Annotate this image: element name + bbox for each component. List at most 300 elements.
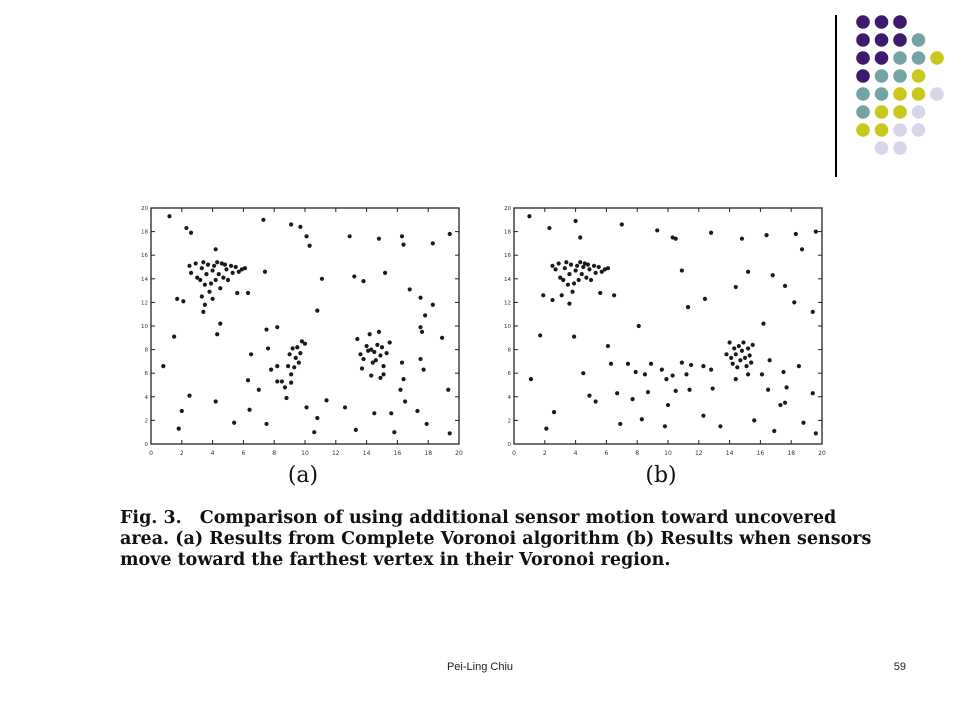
data-point: [264, 422, 268, 426]
data-point: [161, 364, 165, 368]
data-point: [204, 272, 208, 276]
data-point: [408, 287, 412, 291]
data-point: [606, 344, 610, 348]
data-point: [814, 230, 818, 234]
decorative-dot: [893, 69, 907, 83]
data-point: [184, 226, 188, 230]
caption-line-1: [120, 508, 840, 529]
data-point: [709, 368, 713, 372]
x-tick-label: 6: [241, 450, 246, 457]
data-point: [574, 268, 578, 272]
data-point: [550, 298, 554, 302]
data-point: [194, 261, 198, 265]
data-point: [231, 271, 235, 275]
data-point: [361, 279, 365, 283]
x-tick-label: 18: [787, 450, 796, 457]
data-point: [312, 430, 316, 434]
data-point: [728, 340, 732, 344]
data-point: [797, 364, 801, 368]
x-tick-label: 2: [179, 450, 184, 457]
x-tick-label: 16: [393, 450, 402, 457]
data-point: [740, 349, 744, 353]
data-point: [418, 357, 422, 361]
data-point: [649, 362, 653, 366]
decorative-dot: [893, 33, 907, 47]
data-point: [200, 294, 204, 298]
data-point: [446, 388, 450, 392]
data-point: [401, 377, 405, 381]
data-point: [578, 235, 582, 239]
scatter-plot-a: [135, 200, 465, 462]
data-point: [383, 271, 387, 275]
y-tick-label: 8: [507, 347, 511, 354]
data-point: [646, 390, 650, 394]
data-point: [609, 362, 613, 366]
x-tick-label: 2: [542, 450, 547, 457]
footer-author: Pei-Ling Chiu: [446, 661, 514, 673]
data-point: [232, 421, 236, 425]
decorative-dot: [893, 105, 907, 119]
data-point: [666, 403, 670, 407]
data-point: [377, 237, 381, 241]
y-tick-label: 12: [504, 300, 511, 307]
data-point: [592, 264, 596, 268]
data-point: [343, 405, 347, 409]
x-tick-label: 12: [694, 450, 703, 457]
data-point: [398, 388, 402, 392]
data-point: [671, 373, 675, 377]
data-point: [655, 228, 659, 232]
data-point: [360, 366, 364, 370]
data-point: [418, 325, 422, 329]
x-tick-label: 12: [331, 450, 340, 457]
decorative-dot: [912, 87, 926, 101]
data-point: [365, 344, 369, 348]
data-point: [580, 272, 584, 276]
y-tick-label: 4: [144, 394, 148, 401]
decorative-dot: [856, 123, 870, 137]
data-point: [577, 278, 581, 282]
data-point: [352, 274, 356, 278]
data-point: [358, 352, 362, 356]
data-point: [768, 358, 772, 362]
data-point: [794, 232, 798, 236]
data-point: [744, 364, 748, 368]
data-point: [289, 381, 293, 385]
decorative-dot: [875, 105, 889, 119]
decorative-vertical-line: [835, 15, 837, 177]
x-tick-label: 18: [424, 450, 433, 457]
data-point: [529, 377, 533, 381]
decorative-dot: [875, 69, 889, 83]
data-point: [289, 372, 293, 376]
data-point: [729, 356, 733, 360]
data-point: [389, 411, 393, 415]
data-point: [732, 346, 736, 350]
data-point: [680, 268, 684, 272]
decorative-dot: [856, 87, 870, 101]
data-point: [746, 372, 750, 376]
data-point: [403, 399, 407, 403]
data-point: [354, 428, 358, 432]
data-point: [783, 284, 787, 288]
data-point: [634, 370, 638, 374]
data-point: [689, 363, 693, 367]
x-tick-label: 10: [664, 450, 672, 457]
decorative-dot: [856, 51, 870, 65]
data-point: [381, 372, 385, 376]
decorative-dot: [893, 141, 907, 155]
data-point: [264, 327, 268, 331]
data-point: [594, 271, 598, 275]
data-point: [315, 309, 319, 313]
data-point: [180, 409, 184, 413]
data-point: [544, 427, 548, 431]
data-point: [257, 388, 261, 392]
data-point: [401, 242, 405, 246]
data-point: [800, 247, 804, 251]
data-point: [206, 263, 210, 267]
data-point: [368, 332, 372, 336]
data-point: [748, 353, 752, 357]
data-point: [212, 264, 216, 268]
data-point: [420, 330, 424, 334]
data-point: [286, 364, 290, 368]
data-point: [749, 360, 753, 364]
data-point: [586, 263, 590, 267]
data-point: [388, 340, 392, 344]
data-point: [423, 313, 427, 317]
data-point: [298, 225, 302, 229]
data-point: [247, 408, 251, 412]
data-point: [308, 244, 312, 248]
data-point: [201, 310, 205, 314]
data-point: [266, 346, 270, 350]
data-point: [189, 231, 193, 235]
data-point: [209, 281, 213, 285]
data-point: [766, 388, 770, 392]
decorative-dot: [856, 105, 870, 119]
data-point: [574, 219, 578, 223]
data-point: [581, 371, 585, 375]
data-point: [218, 322, 222, 326]
data-point: [187, 264, 191, 268]
data-point: [249, 352, 253, 356]
data-point: [564, 260, 568, 264]
data-point: [223, 263, 227, 267]
data-point: [215, 332, 219, 336]
data-point: [289, 222, 293, 226]
data-point: [630, 397, 634, 401]
data-point: [304, 405, 308, 409]
data-point: [275, 364, 279, 368]
data-point: [269, 368, 273, 372]
data-point: [214, 399, 218, 403]
data-point: [547, 226, 551, 230]
data-point: [566, 283, 570, 287]
data-point: [177, 427, 181, 431]
data-point: [246, 378, 250, 382]
data-point: [570, 290, 574, 294]
data-point: [801, 421, 805, 425]
decorative-dot: [856, 15, 870, 29]
decorative-dot: [912, 123, 926, 137]
data-point: [372, 350, 376, 354]
data-point: [181, 299, 185, 303]
data-point: [377, 330, 381, 334]
data-point: [811, 391, 815, 395]
decorative-dot: [912, 69, 926, 83]
y-tick-label: 2: [507, 418, 511, 425]
data-point: [418, 296, 422, 300]
data-point: [746, 270, 750, 274]
x-tick-label: 8: [272, 450, 277, 457]
data-point: [538, 333, 542, 337]
data-point: [375, 343, 379, 347]
data-point: [167, 214, 171, 218]
data-point: [172, 335, 176, 339]
data-point: [541, 293, 545, 297]
data-point: [589, 278, 593, 282]
data-point: [324, 398, 328, 402]
figure-caption: [120, 508, 872, 571]
data-point: [218, 286, 222, 290]
data-point: [189, 271, 193, 275]
data-point: [234, 265, 238, 269]
data-point: [385, 351, 389, 355]
data-point: [640, 417, 644, 421]
data-point: [752, 418, 756, 422]
data-point: [527, 214, 531, 218]
data-point: [297, 360, 301, 364]
x-tick-label: 20: [455, 450, 463, 457]
data-point: [298, 351, 302, 355]
data-point: [734, 352, 738, 356]
x-tick-label: 6: [604, 450, 609, 457]
data-point: [781, 370, 785, 374]
decorative-dot-grid: [850, 12, 950, 157]
data-point: [243, 266, 247, 270]
data-point: [400, 360, 404, 364]
y-tick-label: 16: [504, 253, 511, 260]
data-point: [561, 278, 565, 282]
data-point: [746, 346, 750, 350]
data-point: [567, 301, 571, 305]
y-tick-label: 4: [507, 394, 511, 401]
y-tick-label: 0: [144, 442, 148, 448]
data-point: [615, 391, 619, 395]
x-tick-label: 0: [512, 450, 516, 457]
data-point: [431, 303, 435, 307]
data-point: [811, 310, 815, 314]
data-point: [731, 362, 735, 366]
data-point: [201, 260, 205, 264]
data-point: [567, 272, 571, 276]
data-point: [275, 379, 279, 383]
data-point: [380, 345, 384, 349]
decorative-dot: [875, 15, 889, 29]
data-point: [214, 247, 218, 251]
data-point: [563, 266, 567, 270]
data-point: [187, 394, 191, 398]
x-tick-label: 10: [301, 450, 309, 457]
data-point: [740, 237, 744, 241]
data-point: [674, 237, 678, 241]
y-tick-label: 20: [141, 206, 148, 212]
data-point: [584, 276, 588, 280]
data-point: [425, 422, 429, 426]
y-tick-label: 12: [141, 300, 148, 307]
panel-label-b: (b): [645, 463, 677, 488]
data-point: [572, 335, 576, 339]
decorative-dot: [875, 33, 889, 47]
decorative-dot: [893, 123, 907, 137]
data-point: [680, 360, 684, 364]
data-point: [304, 234, 308, 238]
data-point: [550, 264, 554, 268]
data-point: [552, 410, 556, 414]
data-point: [569, 263, 573, 267]
data-point: [553, 267, 557, 271]
data-point: [203, 283, 207, 287]
decorative-dot: [893, 51, 907, 65]
data-point: [587, 394, 591, 398]
x-tick-label: 14: [362, 450, 371, 457]
data-point: [198, 278, 202, 282]
data-point: [743, 356, 747, 360]
data-point: [214, 278, 218, 282]
y-tick-label: 14: [141, 276, 148, 283]
y-tick-label: 14: [504, 276, 511, 283]
y-tick-label: 18: [504, 229, 511, 236]
data-point: [784, 385, 788, 389]
data-point: [738, 358, 742, 362]
y-tick-label: 2: [144, 418, 148, 425]
data-point: [771, 273, 775, 277]
data-point: [761, 322, 765, 326]
decorative-dot: [856, 69, 870, 83]
data-point: [637, 324, 641, 328]
x-tick-label: 4: [210, 450, 215, 457]
data-point: [618, 422, 622, 426]
data-point: [381, 364, 385, 368]
decorative-dot: [875, 123, 889, 137]
data-point: [280, 379, 284, 383]
data-point: [215, 260, 219, 264]
data-point: [660, 368, 664, 372]
data-point: [674, 389, 678, 393]
data-point: [686, 305, 690, 309]
x-tick-label: 20: [818, 450, 826, 457]
data-point: [814, 431, 818, 435]
data-point: [687, 388, 691, 392]
data-point: [587, 267, 591, 271]
data-point: [572, 281, 576, 285]
x-tick-label: 0: [149, 450, 153, 457]
data-point: [283, 385, 287, 389]
data-point: [557, 261, 561, 265]
decorative-dot: [912, 33, 926, 47]
data-point: [217, 272, 221, 276]
decorative-dot: [930, 87, 944, 101]
caption-line-3: move toward the farthest vertex in their Voronoi region.: [120, 550, 671, 570]
x-tick-label: 14: [725, 450, 734, 457]
data-point: [701, 414, 705, 418]
data-point: [764, 233, 768, 237]
y-tick-label: 6: [144, 371, 148, 378]
data-point: [701, 364, 705, 368]
data-point: [284, 396, 288, 400]
y-tick-label: 18: [141, 229, 148, 236]
caption-line-2: area. (a) Results from Complete Voronoi algorithm (b) Results when sensors: [120, 529, 872, 549]
data-point: [369, 373, 373, 377]
data-point: [626, 362, 630, 366]
data-point: [372, 411, 376, 415]
data-point: [783, 401, 787, 405]
data-point: [235, 291, 239, 295]
data-point: [415, 409, 419, 413]
data-point: [291, 346, 295, 350]
data-point: [246, 291, 250, 295]
decorative-dot: [893, 87, 907, 101]
data-point: [578, 260, 582, 264]
decorative-dot: [875, 141, 889, 155]
decorative-dot: [893, 15, 907, 29]
data-point: [294, 356, 298, 360]
data-point: [560, 293, 564, 297]
data-point: [709, 231, 713, 235]
data-point: [792, 300, 796, 304]
caption-figure-number: Fig. 3.: [120, 508, 182, 528]
y-tick-label: 20: [504, 206, 511, 212]
data-point: [772, 429, 776, 433]
data-point: [378, 353, 382, 357]
data-point: [226, 278, 230, 282]
data-point: [175, 297, 179, 301]
data-point: [211, 297, 215, 301]
data-point: [778, 403, 782, 407]
data-point: [400, 234, 404, 238]
data-point: [597, 265, 601, 269]
y-tick-label: 8: [144, 347, 148, 354]
footer-page-number: 59: [893, 661, 906, 673]
data-point: [448, 232, 452, 236]
data-point: [735, 365, 739, 369]
data-point: [348, 234, 352, 238]
data-point: [575, 264, 579, 268]
data-point: [292, 365, 296, 369]
y-tick-label: 10: [141, 324, 148, 330]
y-tick-label: 0: [507, 442, 511, 448]
data-point: [303, 342, 307, 346]
data-point: [374, 358, 378, 362]
data-point: [703, 297, 707, 301]
decorative-dot: [930, 51, 944, 65]
data-point: [261, 218, 265, 222]
data-point: [440, 336, 444, 340]
data-point: [203, 303, 207, 307]
x-tick-label: 16: [756, 450, 765, 457]
data-point: [734, 377, 738, 381]
x-tick-label: 4: [573, 450, 578, 457]
data-point: [229, 264, 233, 268]
data-point: [378, 376, 382, 380]
data-point: [620, 222, 624, 226]
decorative-dot: [875, 51, 889, 65]
data-point: [275, 325, 279, 329]
data-point: [361, 357, 365, 361]
data-point: [724, 352, 728, 356]
